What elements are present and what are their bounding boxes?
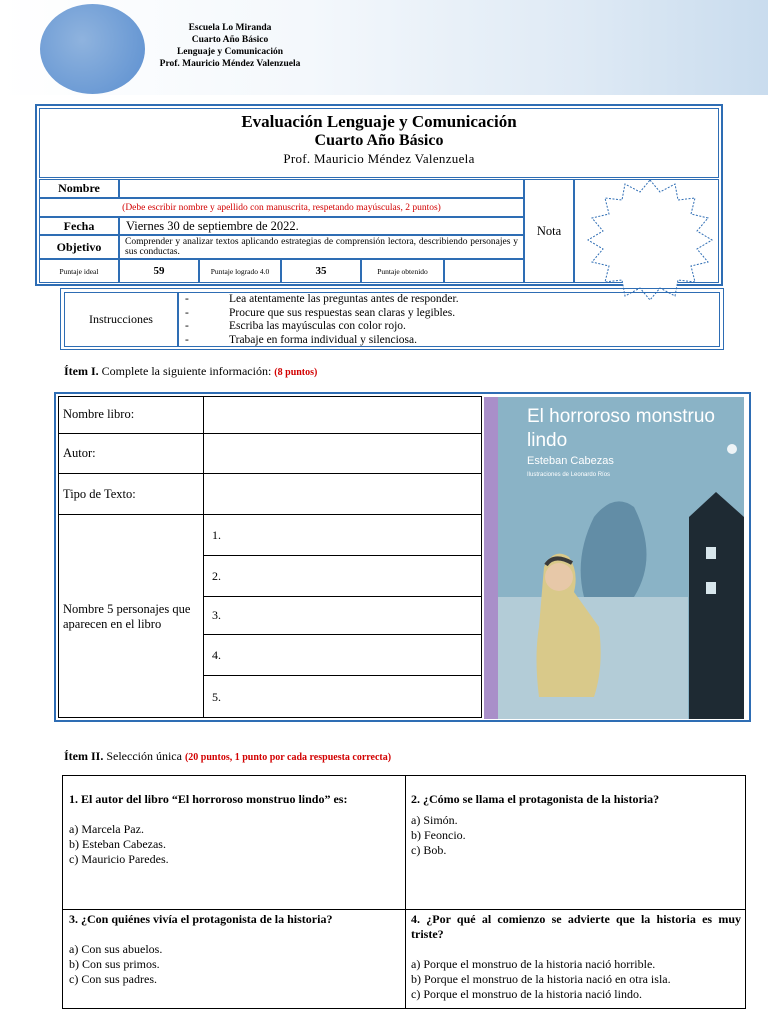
question-text: 4. ¿Por qué al comienzo se advierte que la historia es muy triste? [411,912,741,941]
row-label-text-type: Tipo de Texto: [58,474,204,515]
nota-starburst [580,178,720,300]
nombre-field[interactable] [119,179,524,198]
puntaje-obtenido-label: Puntaje obtenido [361,259,444,283]
instructions-label: Instrucciones [64,292,178,347]
character-slot[interactable]: 2. [204,556,482,597]
puntaje-logrado-value: 35 [281,259,361,283]
row-label-characters: Nombre 5 personajes que aparecen en el libro [58,515,204,718]
fecha-label: Fecha [39,217,119,235]
question-3 [69,912,397,987]
objetivo-label: Objetivo [39,235,119,259]
answer-option[interactable]: b) Esteban Cabezas. [69,837,166,851]
row-label-book-name: Nombre libro: [58,396,204,434]
table-divider-horizontal [62,909,746,910]
question-text: 3. ¿Con quiénes vivía el protagonista de la historia? [69,912,333,926]
starburst-shape [588,180,712,300]
book-name-field[interactable] [204,396,482,434]
answer-option[interactable]: b) Feoncio. [411,828,466,842]
book-cover-title: El horroroso monstruo lindo [527,406,715,451]
question-2 [411,792,741,858]
character-slot[interactable]: 1. [204,515,482,556]
school-info [130,22,330,70]
school-name: Escuela Lo Miranda [188,23,272,33]
school-teacher: Prof. Mauricio Méndez Valenzuela [159,59,301,69]
author-field[interactable] [204,434,482,474]
nombre-note: (Debe escribir nombre y apellido con manuscrita, respetando mayúsculas, 2 puntos) [39,198,524,217]
character-slot[interactable]: 3. [204,597,482,635]
instruction-item: - Trabaje en forma individual y silenciosa. [185,333,418,346]
school-grade: Cuarto Año Básico [191,35,269,45]
evaluation-teacher: Prof. Mauricio Méndez Valenzuela [283,151,475,166]
answer-option[interactable]: a) Marcela Paz. [69,822,144,836]
nota-label: Nota [524,179,574,283]
evaluation-grade: Cuarto Año Básico [314,132,444,149]
objetivo-value: Comprender y analizar textos aplicando estrategias de comprensión lectora, describiendo personajes y sus conductas. [119,235,524,259]
instruction-item: - Escriba las mayúsculas con color rojo. [185,320,406,332]
answer-option[interactable]: a) Con sus abuelos. [69,942,163,956]
fecha-value: Viernes 30 de septiembre de 2022. [119,217,524,235]
answer-option[interactable]: c) Bob. [411,843,447,857]
answer-option[interactable]: c) Mauricio Paredes. [69,852,169,866]
instructions-list [178,292,720,347]
text-type-field[interactable] [204,474,482,515]
answer-option[interactable]: b) Con sus primos. [69,957,160,971]
evaluation-title: Evaluación Lenguaje y Comunicación [241,112,517,131]
puntaje-logrado-label: Puntaje logrado 4.0 [199,259,281,283]
puntaje-obtenido-field[interactable] [444,259,524,283]
question-1 [69,792,397,867]
row-label-author: Autor: [58,434,204,474]
nombre-label: Nombre [39,179,119,198]
answer-option[interactable]: c) Con sus padres. [69,972,157,986]
book-cover-illustrator: Ilustraciones de Leonardo Ríos [527,472,611,478]
character-slot[interactable]: 5. [212,689,221,704]
item2-heading: Ítem II. Selección única (20 puntos, 1 punto por cada respuesta correcta) [64,749,392,763]
book-cover-strip [484,397,498,719]
answer-option[interactable]: a) Porque el monstruo de la historia nació horrible. [411,957,656,971]
question-text: 2. ¿Cómo se llama el protagonista de la historia? [411,792,660,806]
character-slot[interactable]: 4. [204,635,482,676]
puntaje-ideal-value: 59 [119,259,199,283]
instruction-item: - Lea atentamente las preguntas antes de responder. [185,293,459,305]
question-4 [411,912,741,1002]
item1-heading: Ítem I. Complete la siguiente información: (8 puntos) [64,364,318,378]
book-cover-author: Esteban Cabezas [527,455,614,467]
answer-option[interactable]: c) Porque el monstruo de la historia nació lindo. [411,987,642,1001]
answer-option[interactable]: a) Simón. [411,813,458,827]
table-divider-vertical [405,775,406,1009]
question-text: 1. El autor del libro “El horroroso monstruo lindo” es: [69,792,348,806]
puntaje-ideal-label: Puntaje ideal [39,259,119,283]
instruction-item: - Procure que sus respuestas sean claras y legibles. [185,306,456,319]
school-subject: Lenguaje y Comunicación [176,47,284,57]
answer-option[interactable]: b) Porque el monstruo de la historia nació en otra isla. [411,972,671,986]
